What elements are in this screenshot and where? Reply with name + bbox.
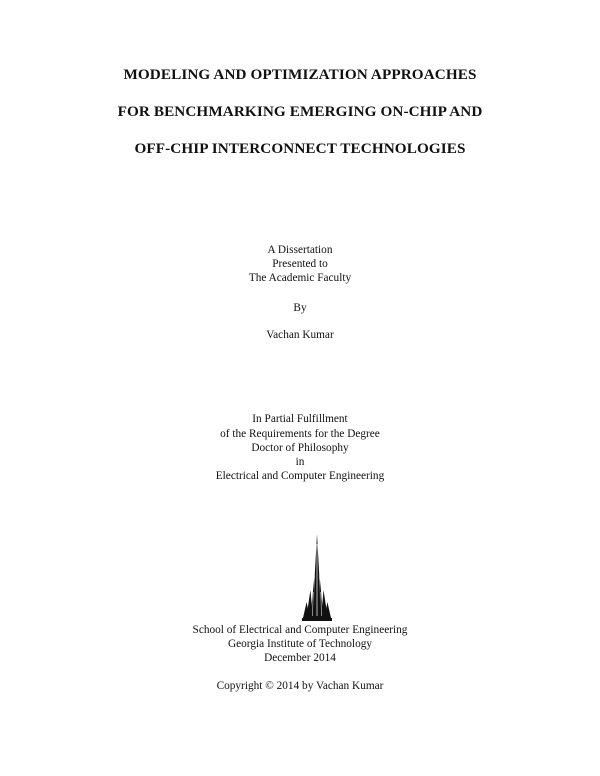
author-name: Vachan Kumar	[266, 329, 334, 341]
institution-name: Georgia Institute of Technology	[227, 638, 373, 650]
fulfillment-line-2: of the Requirements for the Degree	[220, 428, 380, 440]
presentation-line-2: Presented to	[272, 258, 328, 270]
title-line-1: MODELING AND OPTIMIZATION APPROACHES	[123, 66, 477, 83]
fulfillment-line-5: Electrical and Computer Engineering	[215, 470, 385, 482]
copyright-notice: Copyright © 2014 by Vachan Kumar	[216, 680, 384, 692]
school-name: School of Electrical and Computer Engineering	[192, 624, 408, 636]
presentation-line-3: The Academic Faculty	[248, 272, 352, 284]
title-line-2: FOR BENCHMARKING EMERGING ON-CHIP AND	[117, 103, 483, 120]
fulfillment-line-4: in	[295, 456, 305, 468]
by-label: By	[293, 302, 307, 314]
presentation-line-1: A Dissertation	[267, 244, 333, 256]
title-line-3: OFF-CHIP INTERCONNECT TECHNOLOGIES	[134, 140, 466, 157]
georgia-tech-spire-logo-icon	[301, 534, 333, 622]
fulfillment-line-1: In Partial Fulfillment	[252, 413, 348, 425]
submission-date: December 2014	[264, 652, 336, 664]
fulfillment-line-3: Doctor of Philosophy	[251, 442, 349, 454]
